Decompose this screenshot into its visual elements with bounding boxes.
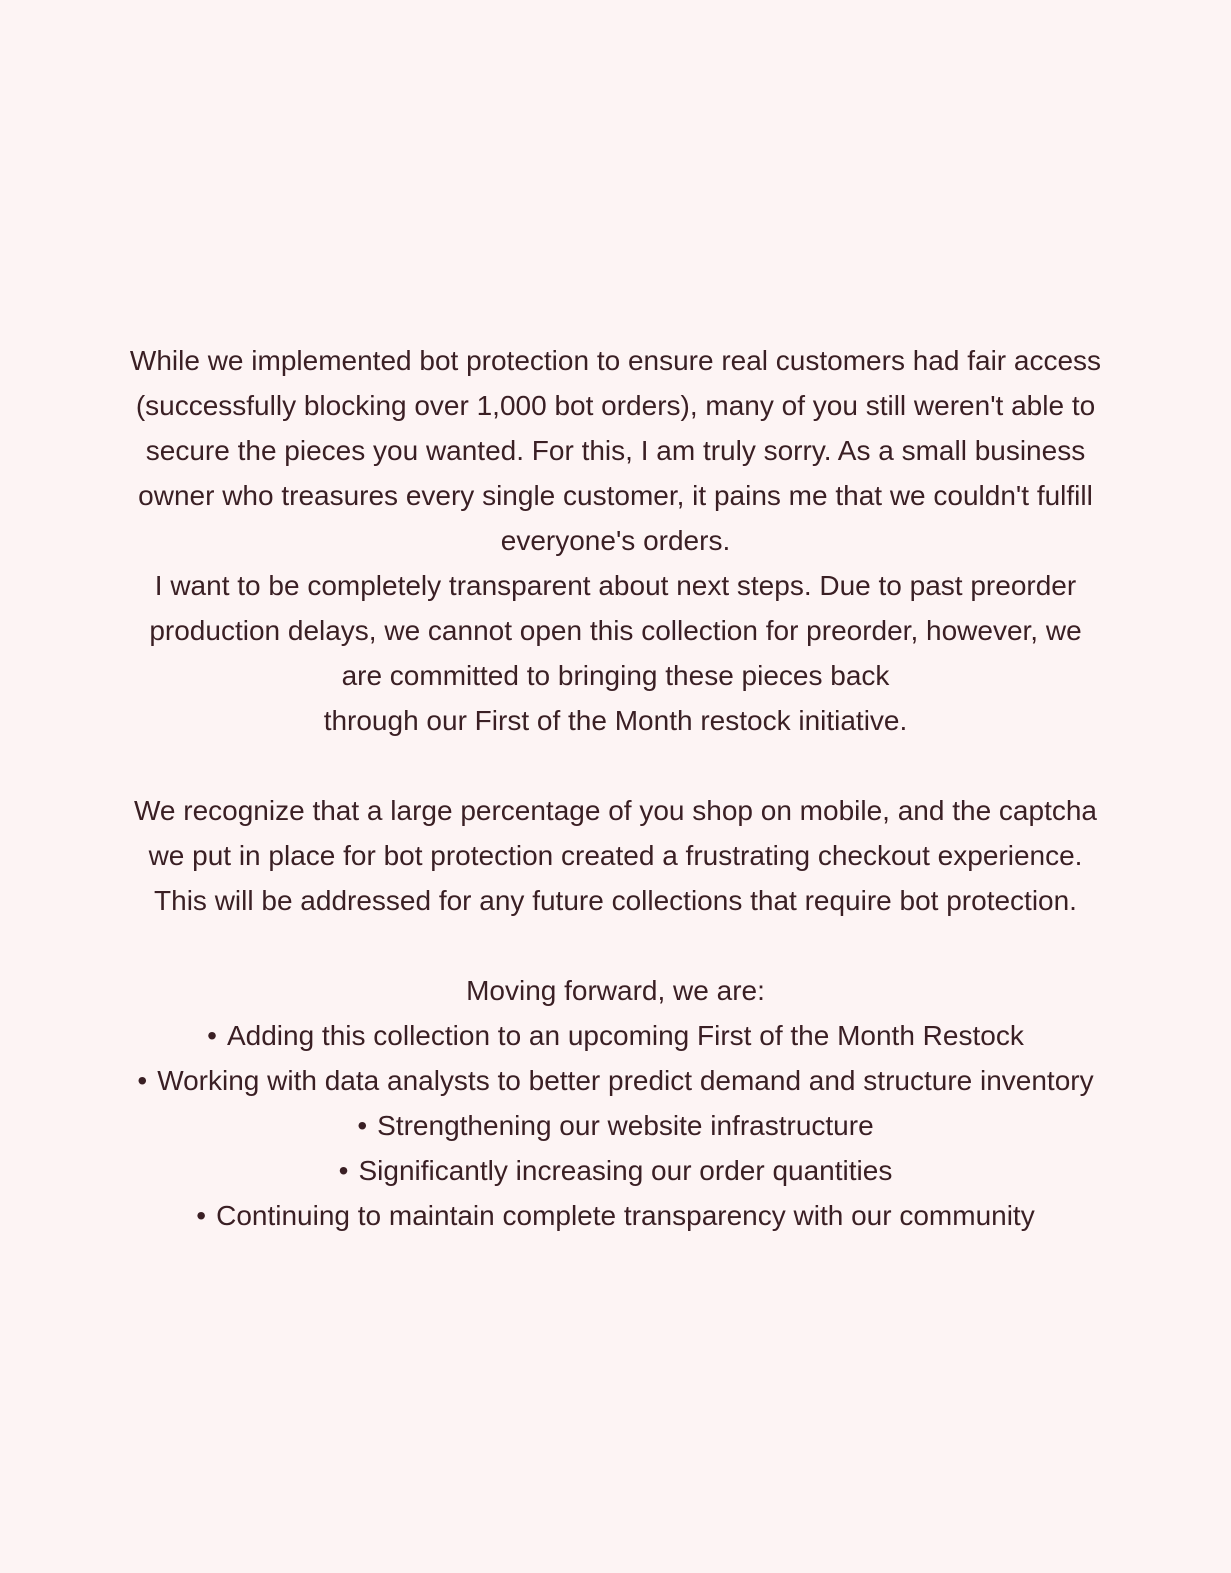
list-item xyxy=(0,1013,1231,1058)
text-line: This will be addressed for any future collections that require bot protection. xyxy=(154,885,1077,916)
text-line: While we implemented bot protection to ensure real customers had fair access xyxy=(129,345,1102,376)
bullet-icon: • xyxy=(137,1065,148,1096)
text-line: production delays, we cannot open this collection for preorder, however, we xyxy=(149,615,1082,646)
text-line: secure the pieces you wanted. For this, I am truly sorry. As a small business xyxy=(145,435,1086,466)
moving-forward-heading xyxy=(0,968,1231,1013)
list-item xyxy=(0,1148,1231,1193)
list-item xyxy=(0,1058,1231,1103)
text-line: I want to be completely transparent about next steps. Due to past preorder xyxy=(154,570,1077,601)
text-line: (successfully blocking over 1,000 bot orders), many of you still weren't able to xyxy=(135,390,1096,421)
bullet-icon: • xyxy=(357,1110,368,1141)
text-line: we put in place for bot protection created a frustrating checkout experience. xyxy=(148,840,1083,871)
text-line: through our First of the Month restock initiative. xyxy=(323,705,908,736)
list-item-text: Adding this collection to an upcoming First of the Month Restock xyxy=(226,1020,1024,1051)
heading-line: Moving forward, we are: xyxy=(466,975,765,1006)
list-item-text: Continuing to maintain complete transparency with our community xyxy=(216,1200,1035,1231)
list-item-text: Significantly increasing our order quantities xyxy=(358,1155,893,1186)
list-item-text: Strengthening our website infrastructure xyxy=(377,1110,874,1141)
bullet-icon: • xyxy=(338,1155,349,1186)
text-line: We recognize that a large percentage of you shop on mobile, and the captcha xyxy=(133,795,1097,826)
apology-paragraph xyxy=(0,338,1231,563)
list-item xyxy=(0,1193,1231,1238)
mobile-checkout-paragraph xyxy=(0,788,1231,923)
text-line: owner who treasures every single customer, it pains me that we couldn't fulfill xyxy=(138,480,1093,511)
paragraph-spacer xyxy=(0,923,1231,968)
text-line: are committed to bringing these pieces back xyxy=(341,660,890,691)
paragraph-spacer xyxy=(0,743,1231,788)
action-list xyxy=(0,1013,1231,1238)
list-item xyxy=(0,1103,1231,1148)
list-item-text: Working with data analysts to better predict demand and structure inventory xyxy=(157,1065,1094,1096)
statement-text xyxy=(0,338,1231,1238)
next-steps-paragraph xyxy=(0,563,1231,743)
text-line: everyone's orders. xyxy=(500,525,731,556)
bullet-icon: • xyxy=(196,1200,207,1231)
bullet-icon: • xyxy=(207,1020,217,1051)
